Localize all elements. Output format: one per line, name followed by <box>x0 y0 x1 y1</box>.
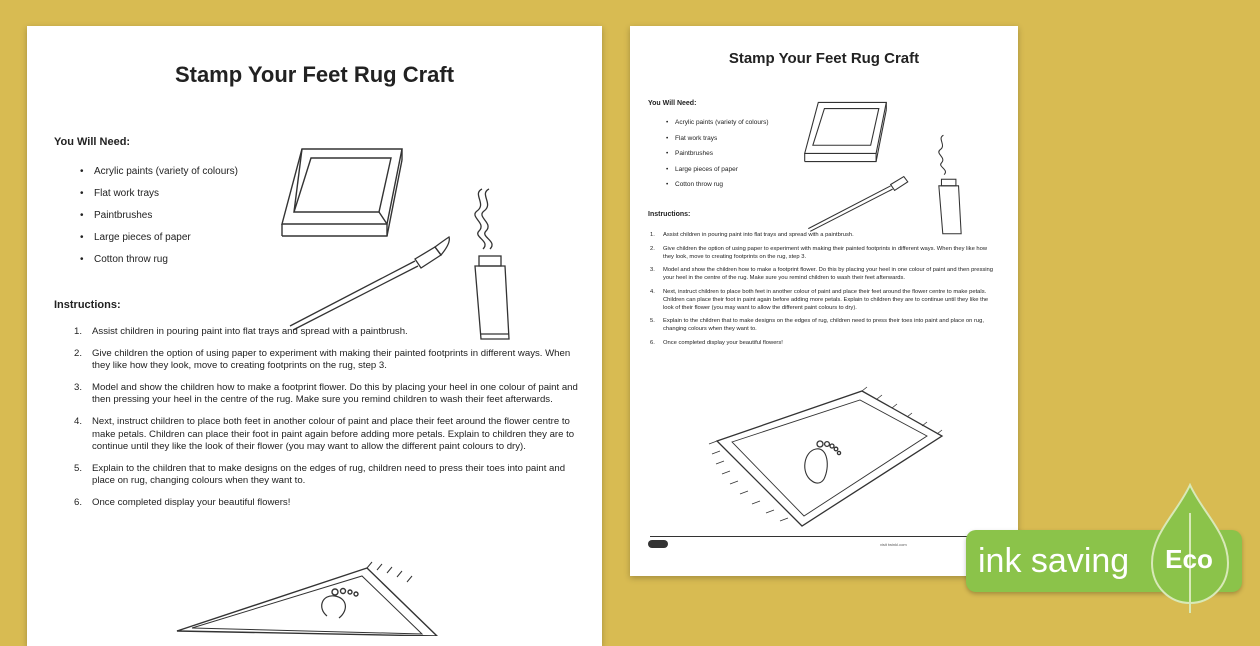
paint-tube-illustration <box>457 184 527 344</box>
list-item: 1. Assist children in pouring paint into flat trays and spread with a paintbrush. <box>74 326 408 337</box>
list-item: 3. Model and show the children how to make a footprint flower. Do this by placing your heel in one colour of paint and then pressing your heel in the centre of the rug. Make sure you remind children to wash their feet afterwards. <box>650 267 993 282</box>
footer-divider <box>650 536 998 537</box>
worksheet-preview-large <box>27 26 602 646</box>
materials-list <box>675 119 769 197</box>
list-item: • Cotton throw rug <box>675 181 769 197</box>
paintbrush-illustration <box>805 166 917 232</box>
instructions-heading: Instructions: <box>648 211 691 218</box>
list-item: 5. Explain to the children that to make designs on the edges of rug, children need to press their toes into paint and place on rug, changing colours when they want to. <box>74 462 566 487</box>
ink-saving-label: ink saving <box>978 542 1130 580</box>
rug-illustration <box>702 386 952 536</box>
list-item: 1. Assist children in pouring paint into flat trays and spread with a paintbrush. <box>650 232 854 238</box>
instructions-heading: Instructions: <box>54 299 121 311</box>
tray-illustration <box>277 144 407 244</box>
tray-illustration <box>798 99 893 167</box>
list-item: 2. Give children the option of using paper to experiment with making their painted footprints in different ways. When they like how they look, move to creating footprints on the rug, step 3. <box>74 347 571 372</box>
list-item: 4. Next, instruct children to place both feet in another colour of paint and place their feet around the flower centre to make petals. Children can place their foot in paint again before adding more petals. Explain to children they are to continue until they like the look of their flower (you may want to allow the different paint colours to dry). <box>74 415 575 453</box>
materials-list <box>92 166 238 276</box>
list-item: • Flat work trays <box>92 188 238 210</box>
list-item: 6. Once completed display your beautiful flowers! <box>74 496 291 508</box>
list-item: 2. Give children the option of using paper to experiment with making their painted footprints in different ways. When they like how they look, move to creating footprints on the rug, step 3. <box>650 245 988 260</box>
list-item: • Cotton throw rug <box>92 254 238 276</box>
rug-illustration <box>137 556 457 636</box>
list-item: 5. Explain to the children that to make designs on the edges of rug, children need to press their toes into paint and place on rug, changing colours when they want to. <box>650 318 984 333</box>
page-title: Stamp Your Feet Rug Craft <box>174 62 455 87</box>
instructions-list <box>650 232 995 354</box>
list-item: • Acrylic paints (variety of colours) <box>675 119 769 135</box>
twinkl-logo <box>648 540 668 548</box>
list-item: 4. Next, instruct children to place both feet in another colour of paint and place their feet around the flower centre to make petals. Children can place their foot in paint again before adding more petals. Explain to children they are to continue until they like the look of their flower (you may want to allow the different paint colours to dry). <box>650 288 989 311</box>
footer-url: visit twinkl.com <box>880 542 907 547</box>
worksheet-preview-small <box>630 26 1018 576</box>
page-title: Stamp Your Feet Rug Craft <box>728 50 920 67</box>
list-item: • Large pieces of paper <box>675 166 769 182</box>
list-item: • Large pieces of paper <box>92 232 238 254</box>
list-item: • Paintbrushes <box>675 150 769 166</box>
list-item: 6. Once completed display your beautiful flowers! <box>650 339 783 346</box>
eco-label: Eco <box>1165 544 1213 574</box>
list-item: 3. Model and show the children how to make a footprint flower. Do this by placing your heel in one colour of paint and then pressing your heel in the centre of the rug. Make sure you remind children to wash their feet afterwards. <box>74 381 578 406</box>
you-will-need-heading: You Will Need: <box>54 136 131 148</box>
you-will-need-heading: You Will Need: <box>648 100 697 107</box>
list-item: • Paintbrushes <box>92 210 238 232</box>
list-item: • Acrylic paints (variety of colours) <box>92 166 238 188</box>
paintbrush-illustration <box>285 231 455 331</box>
list-item: • Flat work trays <box>675 135 769 151</box>
instructions-list <box>74 326 584 519</box>
paint-tube-illustration <box>927 132 973 237</box>
